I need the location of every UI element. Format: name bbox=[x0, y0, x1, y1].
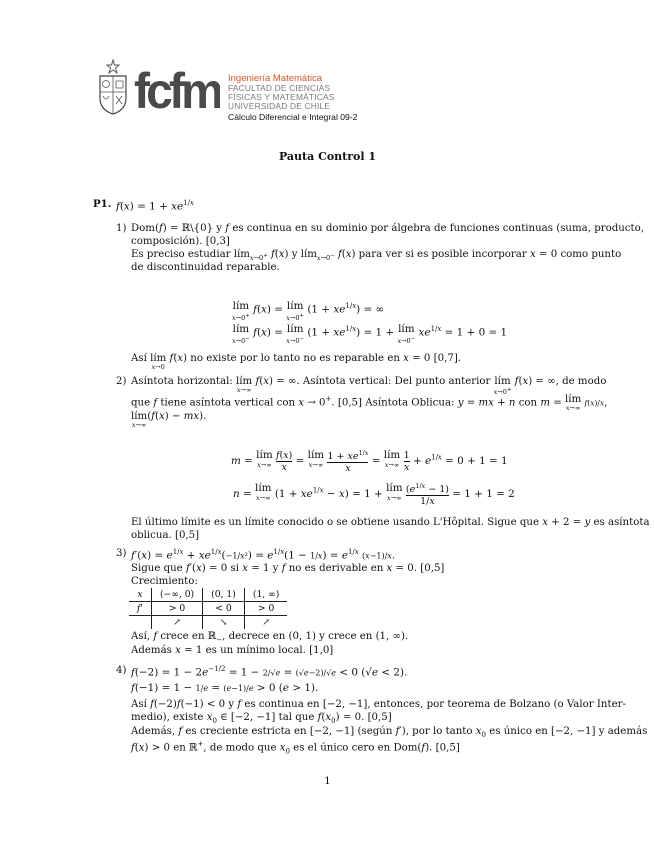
header-faculty-1: FACULTAD DE CIENCIAS bbox=[228, 83, 331, 93]
item-3-line-5: Además x = 1 es un mínimo local. [1,0] bbox=[131, 645, 334, 656]
header-university: UNIVERSIDAD DE CHILE bbox=[228, 101, 331, 111]
item-1-equation-2: lím x→0− f(x) = lím x→0− $(1 + xe^{1/x}) = 1$ + lím x→0− $xe^{1/x} = 1 + 0 = 1$ bbox=[232, 323, 508, 346]
header-dept: Ingeniería Matemática bbox=[228, 73, 322, 84]
growth-table bbox=[129, 588, 287, 629]
item-2-line-3: lím x→∞ (f(x) − mx). bbox=[131, 411, 207, 429]
arrow-up-icon: ↗ bbox=[151, 616, 202, 630]
item-4-number: 4) bbox=[116, 665, 127, 676]
table-cell: f' bbox=[129, 602, 151, 616]
table-cell: < 0 bbox=[203, 602, 245, 616]
item-1-equation-1: lím x→0+ f(x) = lím x→0+ $(1 + xe^{1/x})$ = ∞ bbox=[232, 300, 385, 323]
item-3-derivative: $f'(x) = e^{1/x} + xe^{1/x}(-1/x^2) = e^{1/x}(1 - 1/x) = e^{1/x}$ (x−1)/x. bbox=[131, 548, 396, 562]
item-4-line-4: medio), existe $x_0$ ∈ [−2, −1] tal que $f(x_0) = 0$. [0,5] bbox=[131, 712, 392, 726]
page-number: 1 bbox=[324, 776, 331, 787]
fcfm-logo bbox=[134, 68, 220, 114]
item-2-line-2: que f tiene asíntota vertical con x → 0+. [0,5] Asíntota Oblicua: y = mx + n con m = lím x→∞ f(x)/x, bbox=[131, 394, 608, 412]
item-2-line-1: Asíntota horizontal: lím x→∞ f(x) = ∞. Asíntota vertical: Del punto anterior lím x→0+ f(x) = ∞, de modo bbox=[131, 376, 607, 397]
item-2-equation-m: m = lím x→∞ $\frac{f(x)}{x}$ = lím x→∞ $\frac{1 + xe^{1/x}}{x}$ = lím x→∞ $\frac{1}{x} + e^{1/x} = 0 + 1 = 1$ bbox=[231, 449, 508, 475]
table-header-cell: (−∞, 0) bbox=[151, 588, 202, 602]
item-2-number: 2) bbox=[116, 376, 127, 387]
table-cell: > 0 bbox=[244, 602, 287, 616]
document-title: Pauta Control 1 bbox=[278, 150, 377, 163]
item-1-line-2: composición). [0,3] bbox=[131, 236, 230, 247]
item-3-line-4: Así, f crece en ℝ$_-$, decrece en (0, 1) y crece en (1, ∞). bbox=[131, 631, 409, 645]
item-3-line-2: Sigue que f′(x) = 0 si x = 1 y f no es derivable en x = 0. [0,5] bbox=[131, 563, 445, 574]
item-1-number: 1) bbox=[116, 223, 127, 234]
item-1-line-4: de discontinuidad reparable. bbox=[131, 262, 280, 273]
item-4-line-5: Además, f es creciente estricta en [−2, −1] (según f′), por lo tanto $x_0$ es único en [−2, −1] y además bbox=[131, 726, 648, 740]
table-header-cell: (1, ∞) bbox=[244, 588, 287, 602]
header-faculty-2: FÍSICAS Y MATEMÁTICAS bbox=[228, 92, 335, 102]
item-4-line-2: f(−1) = 1 − 1/e = (e−1)/e > 0 (e > 1). bbox=[131, 682, 319, 694]
item-2-line-4: El último límite es un límite conocido o se obtiene usando L'Hôpital. Sigue que x + 2 = y es asíntota bbox=[131, 517, 650, 528]
item-1-conclusion: Así lím x→0 f(x) no existe por lo tanto no es reparable en x = 0 [0,7]. bbox=[131, 353, 462, 371]
table-cell: > 0 bbox=[151, 602, 202, 616]
logo-text: fcfm bbox=[134, 68, 220, 114]
item-3-number: 3) bbox=[116, 548, 127, 559]
item-1-line-3: Es preciso estudiar lím$_{x\to 0^+}$ f(x) y lím$_{x\to 0^-}$ f(x) para ver si es posible incorporar x = 0 como punto bbox=[131, 249, 622, 263]
university-seal bbox=[97, 58, 129, 116]
problem-label: P1. bbox=[93, 198, 112, 210]
item-2-line-5: oblicua. [0,5] bbox=[131, 530, 200, 541]
table-cell bbox=[129, 616, 151, 630]
arrow-up-icon: ↗ bbox=[244, 616, 287, 630]
table-header-cell: x bbox=[137, 589, 143, 600]
item-4-line-1: $f(-2) = 1 - 2e^{-1/2} = 1 - 2/√e = (√e-2)/√e < 0$ (√e < 2). bbox=[131, 665, 408, 679]
item-3-growth-label: Crecimiento: bbox=[131, 576, 198, 587]
arrow-down-icon: ↘ bbox=[203, 616, 245, 630]
item-4-line-3: Así f(−2)f(−1) < 0 y f es continua en [−2, −1], entonces, por teorema de Bolzano (o Valor Inter- bbox=[131, 699, 626, 710]
item-1-line-1: Dom(f) = ℝ\{0} y f es continua en su dominio por álgebra de funciones continuas (suma, producto, bbox=[131, 223, 644, 234]
item-4-line-6: f(x) > 0 en ℝ+, de modo que $x_0$ es el único cero en Dom(f). [0,5] bbox=[131, 740, 460, 756]
item-2-equation-n: n = lím x→∞ $(1 + xe^{1/x} - x) = 1$ + lím x→∞ $(e^{1/x} - 1)$ 1/x = 1 + 1 = 2 bbox=[233, 482, 515, 508]
problem-function: $f(x) = 1 + xe^{1/x}$ bbox=[116, 199, 194, 213]
header-course: Cálculo Diferencial e Integral 09-2 bbox=[228, 112, 358, 122]
table-header-cell: (0, 1) bbox=[203, 588, 245, 602]
